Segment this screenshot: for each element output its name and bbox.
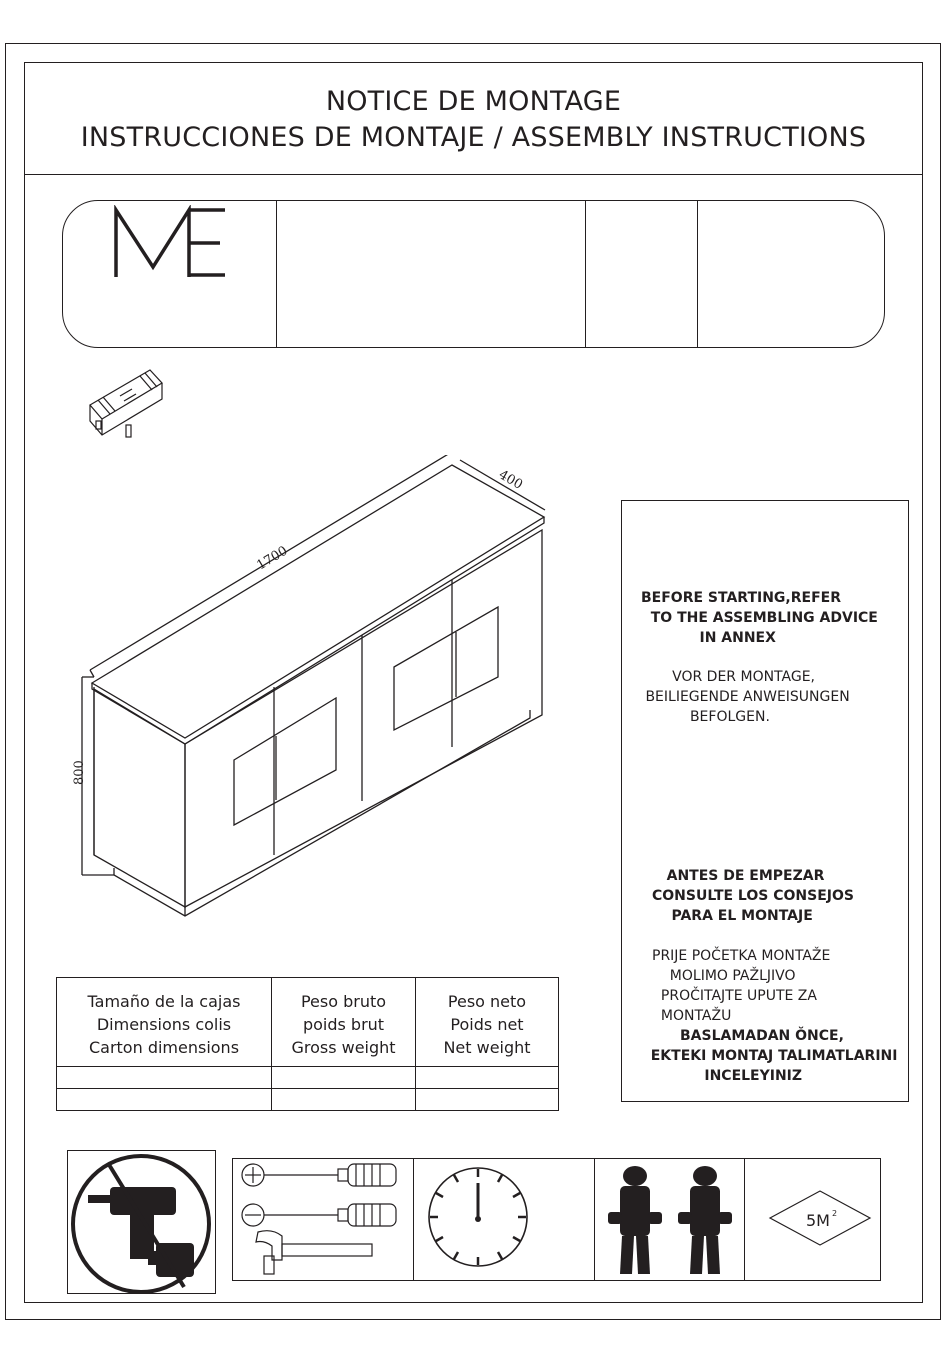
area-icon (766, 1188, 874, 1250)
info-divider (276, 200, 277, 348)
package-box-icon (88, 365, 168, 447)
notice-english: BEFORE STARTING,REFER TO THE ASSEMBLING ADVICE IN ANNEX (641, 590, 878, 646)
notice-german: VOR DER MONTAGE, BEILIEGENDE ANWEISUNGEN BEFOLGEN. (645, 669, 850, 725)
dimension-depth: 400 (496, 467, 526, 493)
table-header-dimensions: Tamaño de la cajas Dimensions colis Carton dimensions (57, 978, 272, 1067)
two-persons-icon (600, 1162, 740, 1278)
area-superscript: 2 (832, 1209, 838, 1218)
notice-spanish: ANTES DE EMPEZAR CONSULTE LOS CONSEJOS PARA EL MONTAJE (652, 868, 854, 924)
weights-table (56, 977, 559, 1111)
dimension-width: 1700 (254, 543, 291, 574)
tools-divider (594, 1158, 595, 1281)
area-label: 5M (806, 1211, 830, 1230)
clock-icon (426, 1163, 530, 1271)
tools-divider (744, 1158, 745, 1281)
no-power-drill-icon (68, 1151, 215, 1293)
table-header-net-weight: Peso neto Poids net Net weight (416, 978, 559, 1067)
info-divider (697, 200, 698, 348)
tools-divider (413, 1158, 414, 1281)
title-line-2: INSTRUCCIONES DE MONTAJE / ASSEMBLY INSTRUCTIONS (80, 122, 867, 153)
dimension-height: 800 (72, 760, 87, 785)
header-divider (24, 174, 923, 175)
hand-tools-icon (236, 1160, 408, 1278)
title-line-1: NOTICE DE MONTAGE (325, 86, 622, 117)
notice-croatian: PRIJE POČETKA MONTAŽE MOLIMO PAŽLJIVO PROČITAJTE UPUTE ZA MONTAŽU (652, 948, 831, 1024)
info-divider (585, 200, 586, 348)
notice-turkish: BASLAMADAN ŎNCE, EKTEKI MONTAJ TALIMATLARINI INCELEYINIZ (650, 1028, 898, 1084)
brand-logo (110, 205, 230, 281)
table-row (57, 1089, 559, 1111)
table-row (57, 1067, 559, 1089)
sideboard-illustration (70, 455, 560, 925)
table-header-gross-weight: Peso bruto poids brut Gross weight (272, 978, 416, 1067)
